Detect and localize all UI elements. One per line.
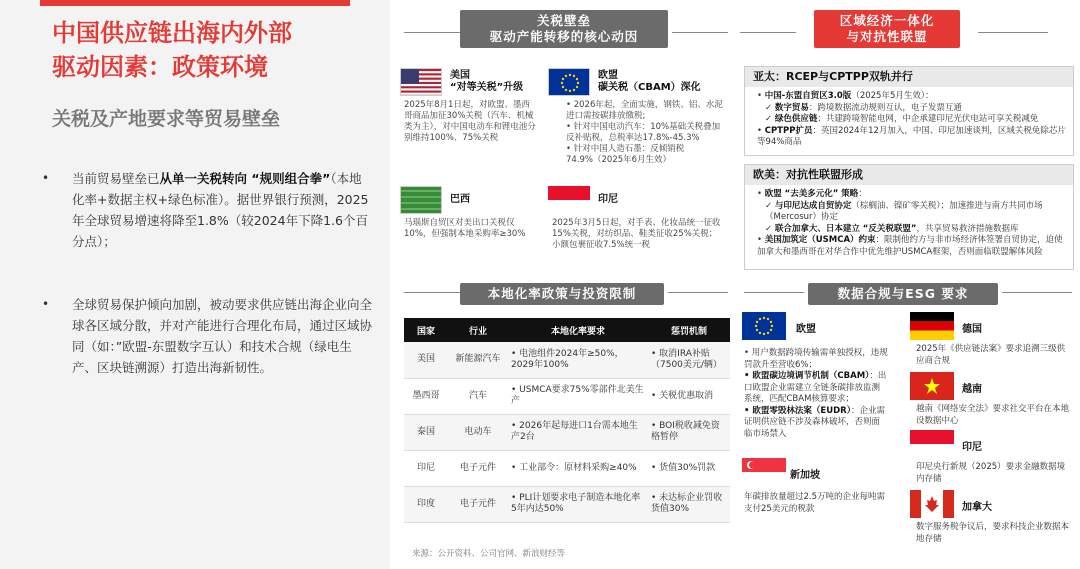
table-cell: • 取消IRA补贴（7500美元/辆） xyxy=(648,342,730,378)
column-header: 行业 xyxy=(448,318,508,342)
table-cell: 美国 xyxy=(404,342,448,378)
indonesia-flag-icon xyxy=(910,430,954,458)
eu-card-line1: • 2026年起，全面实施，钢铁、铝、水泥进口需按碳排放缴税; xyxy=(566,100,723,121)
brazil-card-body: 马瑙斯自贸区对美出口关税仅10%，但强制本地采购率≥30% xyxy=(404,218,526,239)
esg-eu-name: 欧盟 xyxy=(796,324,816,335)
divider xyxy=(1002,292,1072,293)
bullet-1-bold: 从单一关税转向 “规则组合拳” xyxy=(159,171,331,186)
table-cell: • 2026年起每进口1台需本地生产2台 xyxy=(508,414,648,450)
table-cell: • BOI税收减免资格暂停 xyxy=(648,414,730,450)
apac-item-1-bold: 中国-东盟自贸区3.0版 xyxy=(764,91,852,101)
tariff-header xyxy=(460,10,668,48)
esg-eu-line1: • 用户数据跨境传输需单独授权，违规罚款升至营收6%； xyxy=(744,348,888,370)
esg-eu-line2-bold: • 欧盟碳边境调节机制（CBAM） xyxy=(744,371,870,381)
euus-item-4-bold: 美国加筑定（USMCA）约束 xyxy=(764,235,876,245)
indonesia-card-body: 2025年3月5日起，对手表、化妆品统一征收15%关税，对纺织品、鞋类征收25%关税；小额包裹征收7.5%统一税 xyxy=(552,218,721,250)
esg-header: 数据合规与ESG 要求 xyxy=(808,283,998,305)
esg-eu-line3: ：企业需证明供应链不涉及森林破坏，否则面临市场禁入 xyxy=(744,405,885,439)
eu-card-subtitle: 碳关税（CBAM）深化 xyxy=(598,82,701,93)
bullet-marker: • xyxy=(42,297,50,311)
table-header-row xyxy=(404,318,730,342)
accent-bar xyxy=(40,0,350,6)
table-cell: 电子元件 xyxy=(448,486,508,522)
esg-sg-name: 新加坡 xyxy=(790,470,820,481)
table-cell: 新能源汽车 xyxy=(448,342,508,378)
eu-card-line2: • 针对中国电动汽车：10%基础关税叠加反补贴税，总税率达17.8%-45.3% xyxy=(566,122,721,143)
divider xyxy=(668,292,728,293)
table-cell: 电动车 xyxy=(448,414,508,450)
euus-item-3-bold: 联合加拿大、日本建立 “反关税联盟” xyxy=(774,223,917,234)
table-cell: 电子元件 xyxy=(448,450,508,486)
localization-header: 本地化率政策与投资限制 xyxy=(460,283,664,305)
divider xyxy=(672,32,728,33)
tariff-header-line2: 驱动产能转移的核心动因 xyxy=(489,29,639,44)
divider xyxy=(978,32,1048,33)
table-row xyxy=(404,450,730,486)
apac-header: 亚太：RCEP与CPTPP双轨并行 xyxy=(745,67,1073,87)
column-header: 本地化率要求 xyxy=(508,318,648,342)
indonesia-flag-icon xyxy=(548,186,590,214)
esg-sg-text: 年碳排放量超过2.5万吨的企业每吨需支付25美元的税款 xyxy=(744,492,886,514)
table-cell: • 未达标企业罚收货值30% xyxy=(648,486,730,522)
table-cell: 印度 xyxy=(404,486,448,522)
us-flag-icon xyxy=(400,68,442,96)
bullet-1 xyxy=(42,168,372,252)
page-subtitle: 关税及产地要求等贸易壁垒 xyxy=(52,108,281,130)
table-cell: • USMCA要求75%零部件北美生产 xyxy=(508,378,648,414)
table-cell: 泰国 xyxy=(404,414,448,450)
title-line-1: 中国供应链出海内外部 xyxy=(52,19,292,47)
table-cell: 印尼 xyxy=(404,450,448,486)
bullet-marker: • xyxy=(42,171,50,185)
table-row xyxy=(404,486,730,522)
apac-item-2: ：跨境数据流动规则互认，电子发票互通 xyxy=(808,102,962,113)
indonesia-card-title: 印尼 xyxy=(598,194,618,205)
vietnam-flag-icon xyxy=(910,372,954,400)
apac-box xyxy=(744,66,1074,156)
column-header: 国家 xyxy=(404,318,448,342)
region-header-line1: 区域经济一体化 xyxy=(839,13,935,28)
eu-flag-icon xyxy=(742,312,786,340)
eu-card-line3: • 针对中国人造石墨：反倾销税74.9%（2025年6月生效） xyxy=(566,144,685,165)
divider xyxy=(404,292,460,293)
germany-flag-icon xyxy=(910,312,954,340)
euus-header: 欧美：对抗性联盟形成 xyxy=(745,165,1073,185)
euus-item-2: （棕榈油、镍矿零关税）；加速推进与南方共同市场（Mercosur）协定 xyxy=(765,200,1043,222)
title-line-2: 驱动因素：政策环境 xyxy=(52,53,268,81)
us-card-body: 2025年8月1日起，对欧盟、墨西哥商品加征30%关税（汽车、机械类为主），对中国电动车和锂电池分别维持100%、75%关税 xyxy=(404,100,536,143)
brazil-flag-icon xyxy=(400,186,442,214)
euus-item-1-bold: 欧盟 “去美多元化” 策略 xyxy=(764,189,859,199)
singapore-flag-icon xyxy=(742,458,786,486)
table-cell: 汽车 xyxy=(448,378,508,414)
us-card-name: 美国 xyxy=(450,70,470,81)
apac-body: • 中国-东盟自贸区3.0版（2025年5月生效）： ✓ 数字贸易：跨境数据流动规则互认，电子发票互通 ✓ 绿色供应链：共建跨境智能电网，中企承建印尼光伏电站可享关税减免 • CPTPP扩员：英国2024年12月加入，中国、印尼加速谈判，区域关税免除芯片等94%商品 xyxy=(757,91,1066,147)
esg-eu-line3-bold: • 欧盟零毁林法案（EUDR） xyxy=(744,405,851,416)
column-header: 惩罚机制 xyxy=(648,318,730,342)
eu-card-name: 欧盟 xyxy=(598,70,618,81)
esg-vn-text: 越南《网络安全法》要求社交平台在本地设数据中心 xyxy=(916,404,1070,426)
bullet-1-pre: 当前贸易壁垒已 xyxy=(72,171,160,186)
apac-item-4-bold: CPTPP扩员 xyxy=(764,125,813,136)
table-cell: • 工业部令：原材料采购≥40% xyxy=(508,450,648,486)
table-cell: • 货值30%罚款 xyxy=(648,450,730,486)
apac-item-3: ：共建跨境智能电网，中企承建印尼光伏电站可享关税减免 xyxy=(817,114,1039,124)
left-panel xyxy=(0,0,390,569)
bullet-2-text: 全球贸易保护倾向加剧，被动要求供应链出海企业向全球各区域分散，并对产能进行合理化布局，通过区域协同（如：”欧盟-东盟数字互认）和技术合规（绿电生产、区块链溯源）打造出海新韧性。 xyxy=(72,297,373,375)
apac-item-4: ：英国2024年12月加入，中国、印尼加速谈判，区域关税免除芯片等94%商品 xyxy=(757,125,1066,147)
divider xyxy=(744,292,804,293)
esg-in-name: 印尼 xyxy=(962,442,982,453)
apac-item-3-bold: 绿色供应链 xyxy=(774,114,818,124)
table-cell: • 电池组件2024年≥50%，2029年100% xyxy=(508,342,648,378)
us-card-title xyxy=(450,70,523,94)
us-card-subtitle: “对等关税”升级 xyxy=(450,82,524,93)
bullet-1-post: （本地化率+数据主权+绿色标准）。据世界银行预测，2025年全球贸易增速将降至1.8%（较2024年下降1.6个百分点）； xyxy=(72,171,369,249)
esg-in-text: 印尼央行新规（2025）要求金融数据境内存储 xyxy=(916,462,1066,484)
table-cell: 墨西哥 xyxy=(404,378,448,414)
divider xyxy=(740,32,796,33)
esg-de-name: 德国 xyxy=(962,324,982,335)
esg-ca-name: 加拿大 xyxy=(962,502,992,513)
euus-body: • 欧盟 “去美多元化” 策略： ✓ 与印尼达成自贸协定（棕榈油、镍矿零关税）；加速推进与南方共同市场（Mercosur）协定 ✓ 联合加拿大、日本建立 “反关税联盟”，共享贸易救济措施数据库 • 美国加筑定（USMCA）约束：限制他约方与非市场经济体签署自贸协定，迫使加拿大和墨西哥在对华合作中优先维护USMCA框架，否则面临联盟解体风险 xyxy=(757,189,1063,257)
brazil-card-title: 巴西 xyxy=(450,194,470,205)
tariff-header-line1: 关税壁垒 xyxy=(536,13,591,28)
euus-item-1: ： xyxy=(858,189,867,199)
table-row xyxy=(404,342,730,378)
apac-item-2-bold: 数字贸易 xyxy=(774,102,809,113)
esg-ca-text: 数字服务税争议后，要求科技企业数据本地存储 xyxy=(916,522,1070,544)
table-row xyxy=(404,378,730,414)
esg-vn-name: 越南 xyxy=(962,384,982,395)
table-cell: • 关税优惠取消 xyxy=(648,378,730,414)
region-header xyxy=(814,10,960,48)
canada-flag-icon xyxy=(910,490,954,518)
esg-eu-text xyxy=(744,348,888,440)
table-row xyxy=(404,414,730,450)
region-header-line2: 与对抗性联盟 xyxy=(846,29,928,44)
table-cell: • PLI计划要求电子制造本地化率5年内达50% xyxy=(508,486,648,522)
euus-item-3: ，共享贸易救济措施数据库 xyxy=(916,223,1019,234)
eu-flag-icon xyxy=(548,68,590,96)
apac-item-1: （2025年5月生效）： xyxy=(851,91,934,101)
euus-item-2-bold: 与印尼达成自贸协定 xyxy=(774,200,852,211)
eu-card-body xyxy=(566,100,726,166)
source-note: 来源：公开资料、公司官网、新浪财经等 xyxy=(412,549,566,559)
divider xyxy=(404,32,460,33)
localization-table xyxy=(404,318,730,523)
eu-card-title xyxy=(598,70,701,94)
euus-item-4: ：限制他约方与非市场经济体签署自贸协定，迫使加拿大和墨西哥在对华合作中优先维护USMCA框架，否则面临联盟解体风险 xyxy=(757,235,1063,257)
esg-de-text: 2025年《供应链法案》要求追溯三级供应商合规 xyxy=(916,344,1066,366)
bullet-2 xyxy=(42,294,372,378)
page-title xyxy=(52,16,382,84)
esg-eu-line2: ：出口欧盟企业需建立全链条碳排放监测系统，匹配CBAM核算要求； xyxy=(744,371,887,404)
euus-box xyxy=(744,164,1074,270)
